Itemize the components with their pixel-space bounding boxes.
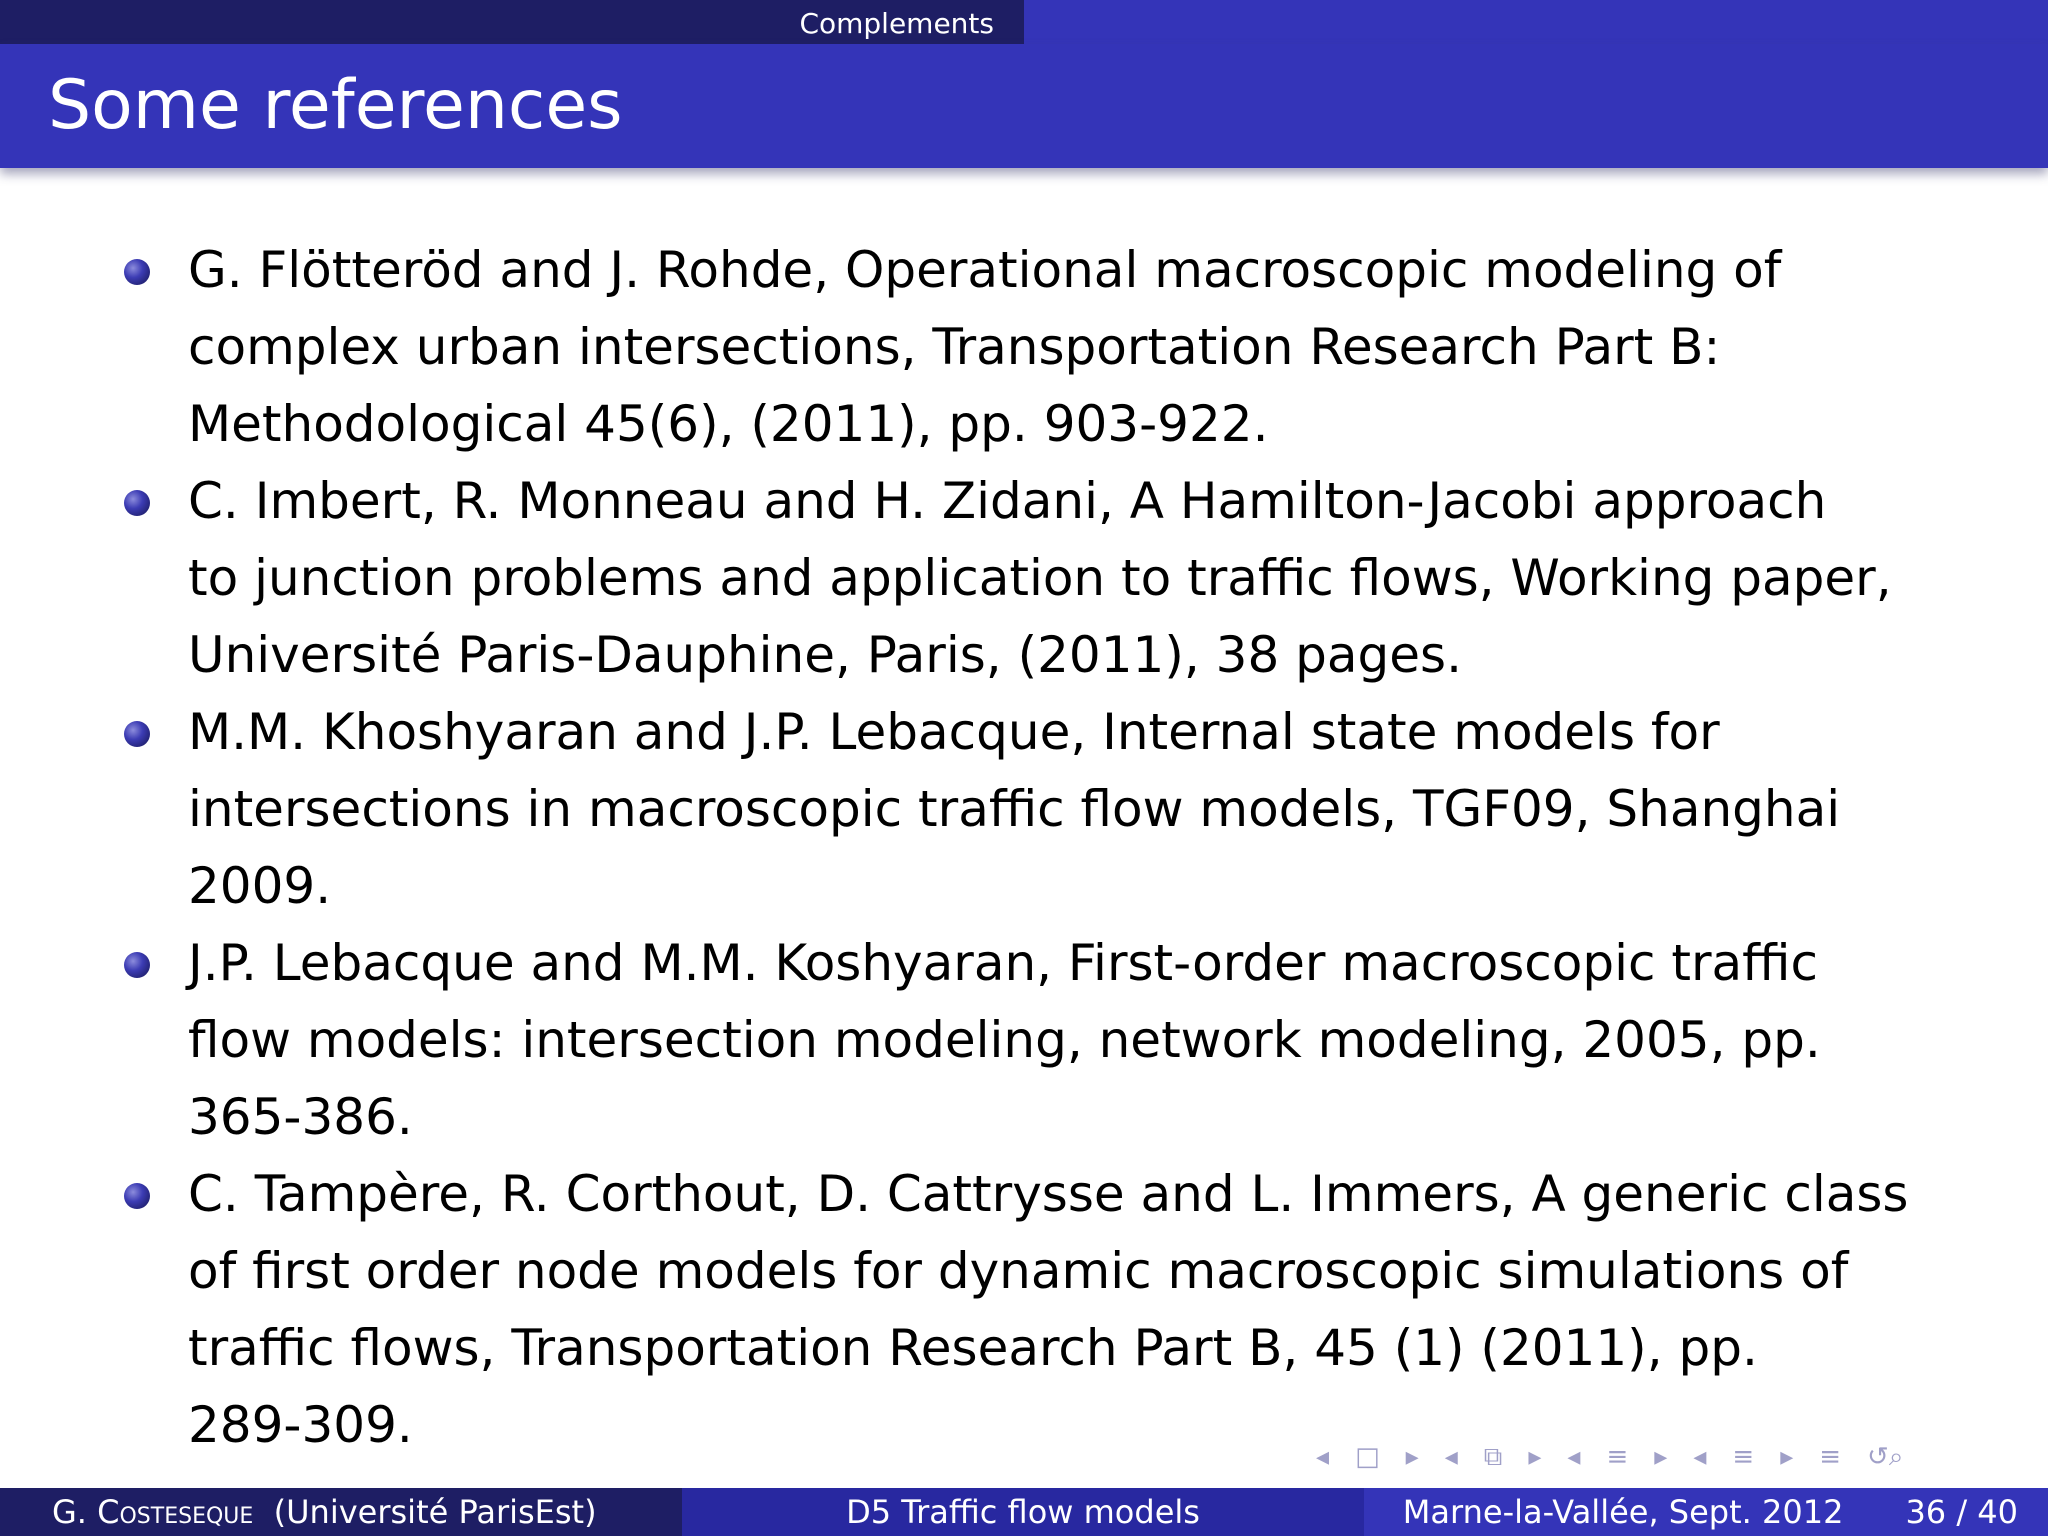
nav-subsection-icon[interactable]: ⧉ (1483, 1441, 1503, 1472)
reference-item (124, 1156, 2004, 1464)
author-affiliation: (Université ParisEst) (273, 1493, 597, 1531)
footer-author[interactable] (0, 1488, 682, 1536)
footer-title[interactable] (682, 1488, 1364, 1536)
reference-line: C. Imbert, R. Monneau and H. Zidani, A Hamilton-Jacobi approach (188, 472, 1827, 530)
nav-prev-doc-icon[interactable]: ◂ (1693, 1442, 1707, 1472)
reference-line: to junction problems and application to traffic flows, Working paper, (188, 549, 1892, 607)
nav-prev-subsection-icon[interactable]: ◂ (1444, 1442, 1458, 1472)
reference-line: 289-309. (188, 1396, 413, 1454)
section-bar-right (1024, 0, 2048, 44)
author-initial: G. (52, 1493, 87, 1531)
reference-line: Methodological 45(6), (2011), pp. 903-922. (188, 395, 1269, 453)
reference-line: 365-386. (188, 1088, 413, 1146)
nav-next-frame-icon[interactable]: ▸ (1405, 1442, 1419, 1472)
venue-date: Marne-la-Vallée, Sept. 2012 (1402, 1493, 1844, 1531)
reference-line: traffic flows, Transportation Research Part B, 45 (1) (2011), pp. (188, 1319, 1758, 1377)
frame-title-bar (0, 44, 2048, 168)
bullet-icon (124, 259, 150, 285)
reference-item (124, 925, 2004, 1156)
nav-next-subsection-icon[interactable]: ▸ (1528, 1442, 1542, 1472)
reference-line: C. Tampère, R. Corthout, D. Cattrysse and L. Immers, A generic class (188, 1165, 1909, 1223)
nav-section-icon[interactable]: ≡ (1606, 1442, 1629, 1472)
talk-title: D5 Traffic flow models (846, 1493, 1200, 1531)
section-bar (0, 0, 2048, 44)
nav-doc-icon[interactable]: ≡ (1732, 1442, 1755, 1472)
section-name[interactable]: Complements (799, 6, 994, 40)
reference-line: of first order node models for dynamic macroscopic simulations of (188, 1242, 1849, 1300)
nav-prev-frame-icon[interactable]: ◂ (1316, 1442, 1330, 1472)
nav-frame-icon[interactable]: □ (1355, 1442, 1380, 1472)
reference-line: complex urban intersections, Transportation Research Part B: (188, 318, 1721, 376)
nav-prev-section-icon[interactable]: ◂ (1567, 1442, 1581, 1472)
nav-next-doc-icon[interactable]: ▸ (1780, 1442, 1794, 1472)
nav-search-icon[interactable]: ↺⌕ (1867, 1441, 1904, 1472)
beamer-navigation (1316, 1440, 2036, 1474)
reference-line: 2009. (188, 857, 332, 915)
reference-line: J.P. Lebacque and M.M. Koshyaran, First-order macroscopic traffic (188, 934, 1819, 992)
reference-item (124, 463, 2004, 694)
reference-line: G. Flötteröd and J. Rohde, Operational macroscopic modeling of (188, 241, 1782, 299)
reference-list (124, 232, 2004, 1464)
page-number: 36 / 40 (1905, 1493, 2018, 1531)
reference-item (124, 694, 2004, 925)
reference-line: M.M. Khoshyaran and J.P. Lebacque, Internal state models for (188, 703, 1720, 761)
reference-line: flow models: intersection modeling, network modeling, 2005, pp. (188, 1011, 1821, 1069)
nav-toc-icon[interactable]: ≡ (1819, 1442, 1842, 1472)
frame-title: Some references (48, 66, 623, 145)
reference-line: intersections in macroscopic traffic flow models, TGF09, Shanghai (188, 780, 1841, 838)
bullet-icon (124, 952, 150, 978)
reference-item (124, 232, 2004, 463)
section-bar-left (0, 0, 1024, 44)
footline (0, 1488, 2048, 1536)
bullet-icon (124, 721, 150, 747)
footer-date[interactable] (1364, 1488, 2048, 1536)
author-name: Costeseque (97, 1493, 254, 1531)
bullet-icon (124, 490, 150, 516)
reference-line: Université Paris-Dauphine, Paris, (2011), 38 pages. (188, 626, 1462, 684)
nav-next-section-icon[interactable]: ▸ (1654, 1442, 1668, 1472)
bullet-icon (124, 1183, 150, 1209)
